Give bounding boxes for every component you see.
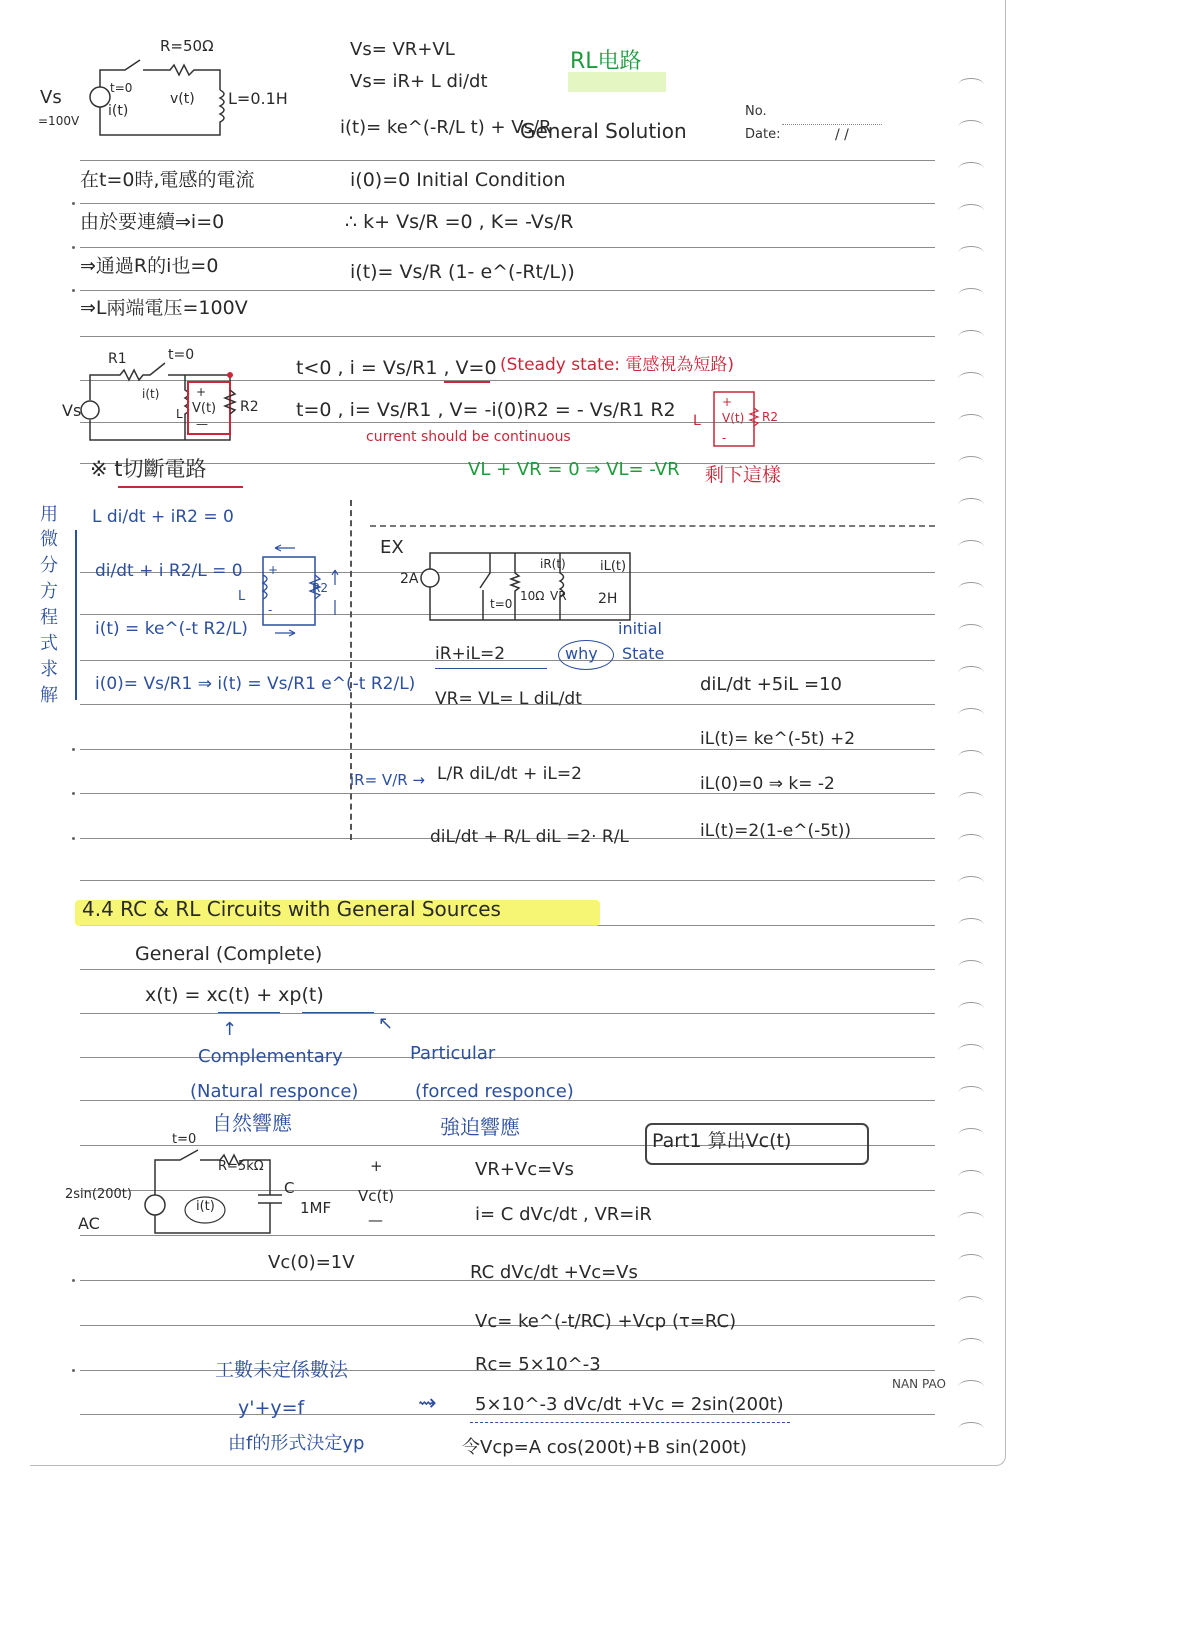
natural-label: (Natural responce) (190, 1081, 359, 1102)
binder-ring (958, 876, 984, 890)
c1-source: Vs (40, 87, 62, 108)
rc-eq-3: RC dVc/dt +Vc=Vs (470, 1262, 638, 1283)
t-zero-eq: t=0 , i= Vs/R1 , V= -i(0)R2 = - Vs/R1 R2 (296, 399, 676, 421)
margin-dot (72, 289, 75, 292)
complementary-label: Complementary (198, 1046, 343, 1067)
c2-minus: — (196, 417, 208, 431)
binder-ring (958, 792, 984, 806)
rc-source: 2sin(200t) (65, 1187, 132, 1202)
rc-eq-2: i= C dVc/dt , VR=iR (475, 1204, 652, 1225)
continuity-note: current should be continuous (366, 429, 571, 445)
side-bracket (75, 530, 77, 700)
section-title: 4.4 RC & RL Circuits with General Sources (82, 897, 501, 921)
undet-note: 由f的形式決定yp (228, 1433, 365, 1454)
ruled-line (80, 247, 935, 248)
forced-label: (forced responce) (415, 1081, 574, 1102)
mini-r2: R2 (762, 410, 778, 424)
margin-dot (72, 246, 75, 249)
ruled-line (80, 1013, 935, 1014)
general-solution-label: General Solution (520, 119, 687, 143)
c1-inductor: L=0.1H (228, 89, 288, 108)
margin-dot (72, 202, 75, 205)
margin-dot (72, 837, 75, 840)
ex-eq-e: iL(0)=0 ⇒ k= -2 (700, 774, 835, 794)
binder-ring (958, 1254, 984, 1268)
ruled-line (80, 880, 935, 881)
side-char: 微 (40, 529, 58, 550)
binder-ring (958, 1044, 984, 1058)
side-char: 方 (40, 581, 58, 602)
binder-ring (958, 246, 984, 260)
ex-eq-d: iL(t)= ke^(-5t) +2 (700, 729, 856, 749)
arrow-up-icon: ↑ (222, 1019, 238, 1040)
k-solve: ∴ k+ Vs/R =0 , K= -Vs/R (345, 211, 574, 233)
binder-ring (958, 1170, 984, 1184)
rc-current: i(t) (196, 1199, 215, 1214)
diffeq-2: di/dt + i R2/L = 0 (95, 561, 243, 581)
diffeq-1: L di/dt + iR2 = 0 (92, 507, 234, 527)
ex-source: 2A (400, 571, 419, 587)
binder-ring (958, 288, 984, 302)
ex-kcl: iR+iL=2 (435, 644, 506, 664)
rc-initial: Vc(0)=1V (268, 1252, 355, 1273)
undet-eq: y'+y=f (238, 1397, 305, 1419)
c2-current: i(t) (142, 387, 160, 401)
ex-vr-eq: VR= VL= L diL/dt (435, 689, 582, 709)
ex-il: iL(t) (600, 559, 627, 574)
x-equation: x(t) = xc(t) + xp(t) (145, 984, 324, 1006)
note-line-4: ⇒L兩端電压=100V (80, 297, 248, 319)
no-underline (782, 124, 882, 125)
ruled-line (80, 749, 935, 750)
binder-ring (958, 540, 984, 554)
diffeq-circuit (255, 545, 345, 635)
ruled-line (80, 160, 935, 161)
binder-ring (958, 162, 984, 176)
rc-resistor: R=5kΩ (218, 1159, 264, 1174)
forced-zh-label: 強迫響應 (440, 1115, 520, 1139)
diffeq-4: i(0)= Vs/R1 ⇒ i(t) = Vs/R1 e^(-t R2/L) (95, 674, 416, 694)
binder-ring (958, 456, 984, 470)
ex-resistor: 10Ω (520, 589, 545, 603)
binder-ring (958, 330, 984, 344)
xc-underline (218, 1012, 280, 1013)
c2-source: Vs (62, 401, 82, 420)
rc-plus: + (370, 1157, 383, 1175)
binder-ring (958, 834, 984, 848)
c2-inductor: L (176, 407, 183, 421)
c1-resistor: R=50Ω (160, 37, 214, 55)
ruled-line (80, 290, 935, 291)
c1-switch-time: t=0 (110, 81, 133, 95)
side-char: 式 (40, 633, 58, 654)
part1-label: Part1 算出Vc(t) (652, 1130, 792, 1152)
binder-ring (958, 1128, 984, 1142)
side-char: 用 (40, 504, 58, 525)
brand-label: NAN PAO (892, 1377, 946, 1391)
binder-ring (958, 708, 984, 722)
c1-source-value: =100V (38, 114, 80, 128)
example-title: EX (380, 537, 404, 558)
kvl-eq-2: Vs= iR+ L di/dt (350, 71, 488, 92)
ex-eq-c: diL/dt +5iL =10 (700, 674, 842, 695)
c1-voltage: v(t) (170, 91, 195, 107)
ex-eq-f: iL(t)=2(1-e^(-5t)) (700, 821, 851, 841)
c2-switch-time: t=0 (168, 347, 195, 363)
rc-eq-7: 令Vcp=A cos(200t)+B sin(200t) (462, 1437, 747, 1458)
note-line-2: 由於要連續⇒i=0 (80, 211, 225, 233)
arrow-diag-icon: ↖ (378, 1013, 394, 1034)
rc-switch-time: t=0 (172, 1132, 197, 1147)
rc-eq-5: Rc= 5×10^-3 (475, 1354, 601, 1375)
rc-vc: Vc(t) (358, 1187, 395, 1205)
kvl-eq: Vs= VR+VL (350, 39, 455, 60)
side-char: 分 (40, 555, 58, 576)
xp-underline (302, 1012, 374, 1013)
date-label: Date: (745, 127, 781, 142)
rc-eq-6: 5×10^-3 dVc/dt +Vc = 2sin(200t) (475, 1394, 784, 1415)
ex-eq-b: diL/dt + R/L diL =2· R/L (430, 827, 629, 847)
mini-plus: + (722, 395, 733, 409)
margin-dot (72, 748, 75, 751)
margin-dot (72, 792, 75, 795)
remain-label: 剩下這樣 (705, 464, 782, 486)
page-title: RL电路 (570, 49, 642, 74)
rc-eq-1: VR+Vc=Vs (475, 1159, 574, 1180)
mini-voltage: V(t) (722, 411, 745, 425)
t-before-eq: t<0 , i = Vs/R1 , V=0 (296, 357, 497, 379)
kvl-green: VL + VR = 0 ⇒ VL= -VR (468, 459, 680, 480)
binder-ring (958, 78, 984, 92)
ruled-line (80, 969, 935, 970)
undet-title: 工數未定係數法 (215, 1359, 349, 1381)
rl-circuit-1 (70, 55, 250, 145)
general-label: General (Complete) (135, 943, 323, 965)
ex-switch-time: t=0 (490, 597, 513, 611)
ex-vr: VR (550, 589, 567, 603)
binder-ring (958, 1296, 984, 1310)
ex-why: why (565, 644, 598, 663)
side-char: 求 (40, 659, 58, 680)
rc-cap: C (284, 1179, 295, 1197)
binder-ring (958, 582, 984, 596)
binder-ring (958, 1086, 984, 1100)
cut-underline (118, 486, 243, 488)
ruled-line (80, 336, 935, 337)
v-underline (444, 381, 490, 383)
c1-current: i(t) (108, 103, 129, 119)
dc-r2: R2 (312, 581, 328, 595)
vertical-divider (350, 500, 352, 840)
note-line-1: 在t=0時,電感的電流 (80, 169, 255, 191)
kcl-underline (435, 668, 547, 669)
ex-ir-eq: iR= V/R → (350, 771, 425, 789)
note-line-3: ⇒通過R的i也=0 (80, 255, 219, 277)
mini-inductor: L (693, 413, 701, 429)
date-slashes: / / (835, 127, 849, 143)
i-solution: i(t)= Vs/R (1- e^(-Rt/L)) (350, 261, 575, 283)
rc-cap-value: 1MF (300, 1199, 332, 1217)
diffeq-3: i(t) = ke^(-t R2/L) (95, 619, 248, 639)
binder-ring (958, 1380, 984, 1394)
steady-state-note: (Steady state: 電感視為短路) (500, 355, 735, 375)
particular-label: Particular (410, 1043, 496, 1064)
side-char: 程 (40, 607, 58, 628)
ex-inductor: 2H (598, 591, 618, 607)
ex-ir: iR(t) (540, 557, 566, 571)
rc-ac-label: AC (78, 1214, 100, 1233)
binder-ring (958, 666, 984, 680)
dc-inductor: L (238, 589, 246, 604)
cut-label: ※ t切斷電路 (90, 457, 207, 481)
binder-ring (958, 498, 984, 512)
dc-plus: + (268, 563, 279, 577)
general-solution-eq: i(t)= ke^(-R/L t) + Vs/R (340, 117, 552, 138)
mini-minus: - (722, 431, 727, 445)
title-highlight (568, 72, 666, 92)
side-char: 解 (40, 685, 58, 706)
c2-voltage: V(t) (192, 401, 217, 416)
squiggle-arrow-icon: ⇝ (418, 1391, 437, 1416)
binder-ring (958, 120, 984, 134)
c2-plus: + (196, 385, 207, 399)
binder-ring (958, 372, 984, 386)
binder-ring (958, 1338, 984, 1352)
binder-ring (958, 918, 984, 932)
dashed-divider (370, 525, 935, 527)
ex-eq-a: L/R diL/dt + iL=2 (437, 764, 582, 784)
binder-ring (958, 624, 984, 638)
ex-initial: initial (618, 619, 662, 638)
no-label: No. (745, 104, 767, 119)
binder-ring (958, 1002, 984, 1016)
rc-circuit (140, 1145, 290, 1240)
binder-ring (958, 204, 984, 218)
ruled-line (80, 203, 935, 204)
natural-zh-label: 自然響應 (212, 1111, 292, 1135)
rc-eq-6-underline (470, 1422, 790, 1423)
rc-eq-4: Vc= ke^(-t/RC) +Vcp (τ=RC) (475, 1311, 737, 1332)
initial-condition: i(0)=0 Initial Condition (350, 169, 566, 191)
binder-ring (958, 414, 984, 428)
dc-minus: - (268, 603, 273, 617)
margin-dot (72, 1369, 75, 1372)
c2-r1: R1 (108, 351, 127, 367)
binder-ring (958, 960, 984, 974)
binder-ring (958, 1422, 984, 1436)
ruled-line (80, 660, 935, 661)
ex-state: State (622, 644, 665, 663)
margin-dot (72, 1279, 75, 1282)
binder-ring (958, 1212, 984, 1226)
c2-r2: R2 (240, 399, 259, 415)
binder-ring (958, 750, 984, 764)
rc-minus: — (368, 1211, 383, 1229)
